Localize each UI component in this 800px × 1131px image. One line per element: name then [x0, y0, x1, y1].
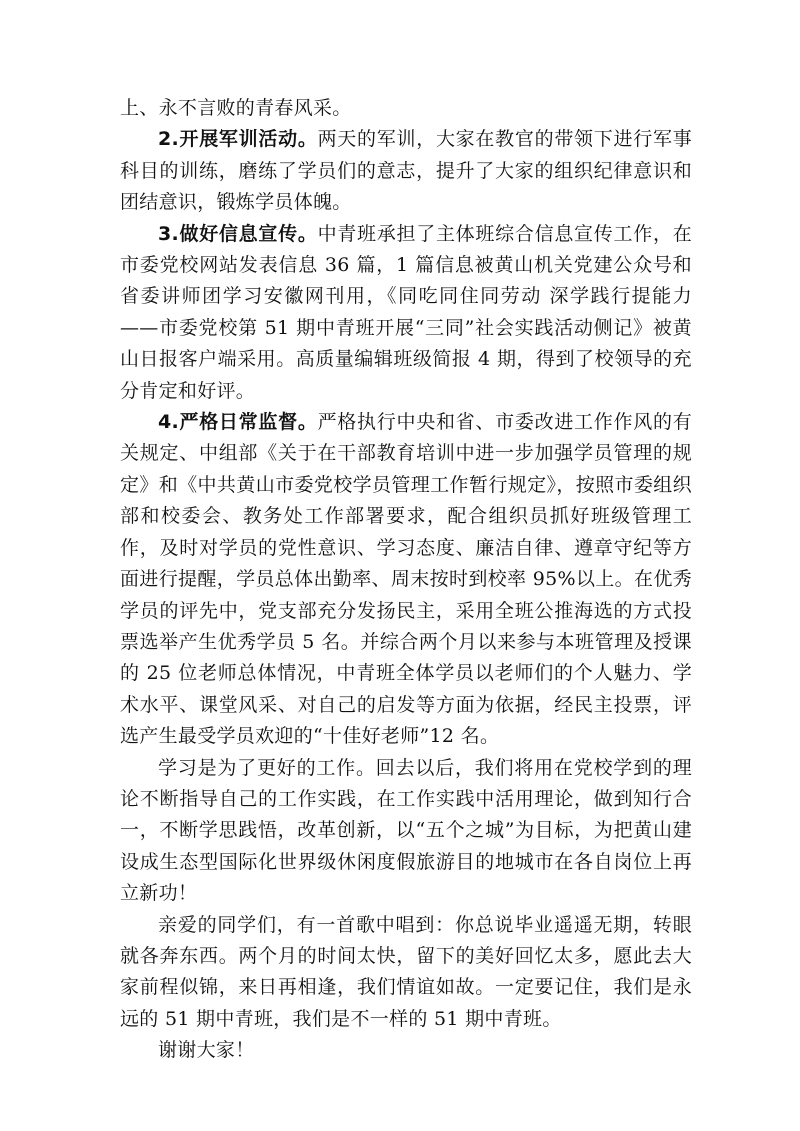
paragraph-text: 谢谢大家！: [158, 1039, 255, 1062]
paragraph-text: 亲爱的同学们，有一首歌中唱到：你总说毕业遥遥无期，转眼就各奔东西。两个月的时间太快，留下的美好回忆太多，愿此去大家前程似锦，来日再相逢，我们情谊如故。一定要记住，我们是永远的 51 期中青班，我们是不一样的 51 期中青班。: [120, 913, 692, 1030]
paragraph-text: 中青班承担了主体班综合信息宣传工作，在市委党校网站发表信息 36 篇，1 篇信息被黄山机关党建公众号和省委讲师团学习安徽网刊用，《同吃同住同劳动 深学践行提能力——市委党校第 51 期中青班开展“三同”社会实践活动侧记》被黄山日报客户端采用。高质量编辑班级简报 4 期，得到了校领导的充分肯定和好评。: [120, 222, 693, 402]
section-heading: 2.开展军训活动。: [158, 128, 318, 151]
document-body: [120, 93, 692, 1067]
paragraph-text: 学习是为了更好的工作。回去以后，我们将用在党校学到的理论不断指导自己的工作实践，在工作实践中活用理论，做到知行合一，不断学思践悟，改革创新，以“五个之城”为目标，为把黄山建设成生态型国际化世界级休闲度假旅游目的地城市在各自岗位上再立新功！: [120, 756, 692, 905]
paragraph-farewell: [120, 910, 692, 1036]
paragraph-text: 两天的军训，大家在教官的带领下进行军事科目的训练，磨练了学员们的意志，提升了大家的组织纪律意识和团结意识，锻炼学员体魄。: [120, 128, 693, 214]
paragraph-text: 严格执行中央和省、市委改进工作作风的有关规定、中组部《关于在干部教育培训中进一步加强学员管理的规定》和《中共黄山市委党校学员管理工作暂行规定》，按照市委组织部和校委会、教务处工作部署要求，配合组织员抓好班级管理工作，及时对学员的党性意识、学习态度、廉洁自律、遵章守纪等方面进行提醒，学员总体出勤率、周末按时到校率 95%以上。在优秀学员的评先中，党支部充分发扬民主，采用全班公推海选的方式投票选举产生优秀学员 5 名。并综合两个月以来参与本班管理及授课的 25 位老师总体情况，中青班全体学员以老师们的个人魅力、学术水平、课堂风采、对自己的启发等方面为依据，经民主投票，评选产生最受学员欢迎的“十佳好老师”12 名。: [120, 411, 693, 748]
paragraph-military-training: [120, 124, 692, 218]
paragraph-information-publicity: [120, 219, 692, 407]
paragraph-learning-for-work: [120, 753, 692, 910]
paragraph-text: 上、永不言败的青春风采。: [120, 97, 352, 119]
paragraph-daily-supervision: [120, 407, 692, 752]
section-heading: 4.严格日常监督。: [158, 411, 318, 434]
paragraph-continuation: [120, 93, 692, 124]
paragraph-thanks: [120, 1035, 692, 1066]
section-heading: 3.做好信息宣传。: [158, 222, 318, 245]
